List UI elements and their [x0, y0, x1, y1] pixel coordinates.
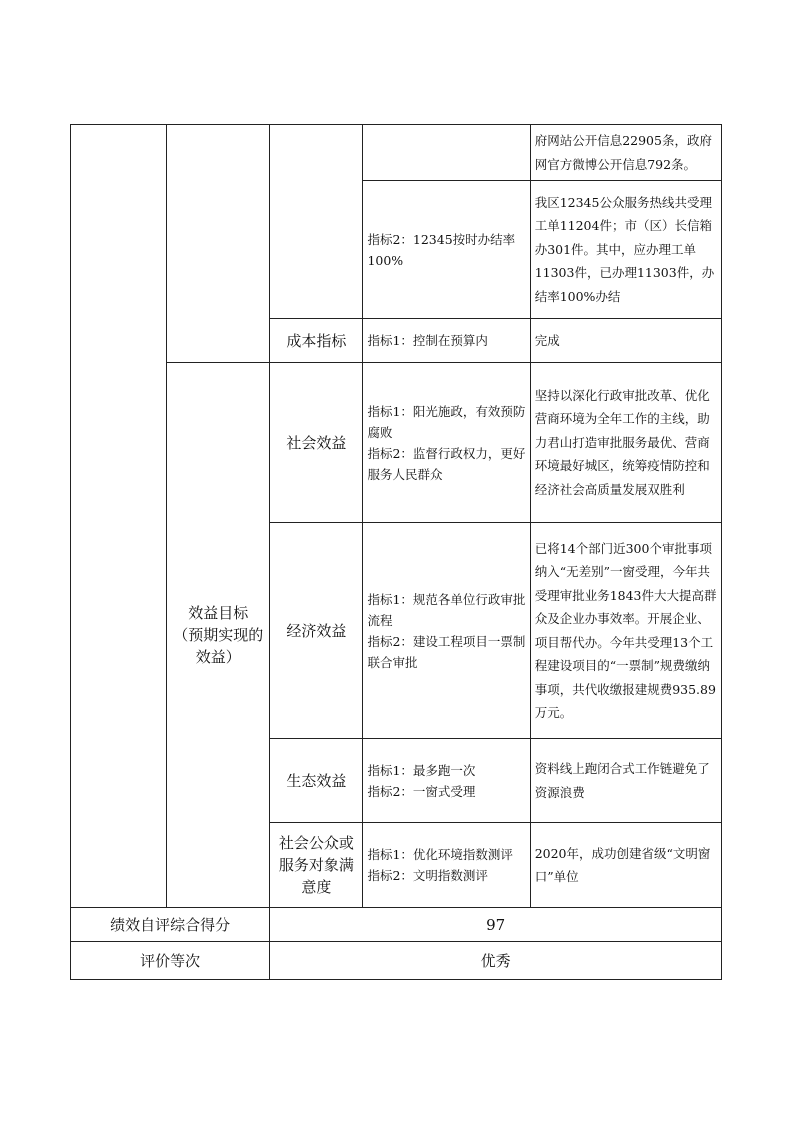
result-cell: 资料线上跑闭合式工作链避免了资源浪费	[530, 739, 721, 823]
result-cell: 府网站公开信息22905条，政府网官方微博公开信息792条。	[530, 125, 721, 181]
table-row	[71, 908, 722, 942]
score-value: 97	[270, 908, 722, 942]
result-cell: 我区12345公众服务热线共受理工单11204件；市（区）长信箱办301件。其中，应办理工单11303件，已办理11303件，办结率100%办结	[530, 181, 721, 319]
table-row	[71, 125, 722, 181]
indicator-cell: 指标1：阳光施政，有效预防腐败 指标2：监督行政权力，更好服务人民群众	[363, 363, 530, 523]
score-label: 绩效自评综合得分	[71, 908, 270, 942]
indicator-cell: 指标1：最多跑一次 指标2：一窗式受理	[363, 739, 530, 823]
satisfaction-label: 社会公众或服务对象满意度	[270, 823, 363, 908]
result-cell: 坚持以深化行政审批改革、优化营商环境为全年工作的主线，助力君山打造审批服务最优、营商环境最好城区，统筹疫情防控和经济社会高质量发展双胜利	[530, 363, 721, 523]
indicator-cell: 指标1：规范各单位行政审批流程 指标2：建设工程项目一票制联合审批	[363, 523, 530, 739]
quality-category-cell	[270, 125, 363, 319]
grade-value: 优秀	[270, 942, 722, 980]
cost-category-label: 成本指标	[270, 319, 363, 363]
indicator-cell	[363, 125, 530, 181]
economic-benefit-label: 经济效益	[270, 523, 363, 739]
result-cell: 2020年，成功创建省级“文明窗口”单位	[530, 823, 721, 908]
table-row	[71, 363, 722, 523]
indicator-cell: 指标1：优化环境指数测评 指标2：文明指数测评	[363, 823, 530, 908]
indicator-cell: 指标2：12345按时办结率100%	[363, 181, 530, 319]
grade-label: 评价等次	[71, 942, 270, 980]
performance-evaluation-table	[70, 124, 722, 980]
indicator-cell: 指标1：控制在预算内	[363, 319, 530, 363]
result-cell: 完成	[530, 319, 721, 363]
ecological-benefit-label: 生态效益	[270, 739, 363, 823]
benefit-target-label: 效益目标 （预期实现的效益）	[167, 363, 270, 908]
social-benefit-label: 社会效益	[270, 363, 363, 523]
output-group-cell	[167, 125, 270, 363]
table-row	[71, 942, 722, 980]
outer-category-cell	[71, 125, 167, 908]
result-cell: 已将14个部门近300个审批事项纳入“无差别”一窗受理，今年共受理审批业务1843件大大提高群众及企业办事效率。开展企业、项目帮代办。今年共受理13个工程建设项目的“一票制”规费缴纳事项，共代收缴报建规费935.89万元。	[530, 523, 721, 739]
